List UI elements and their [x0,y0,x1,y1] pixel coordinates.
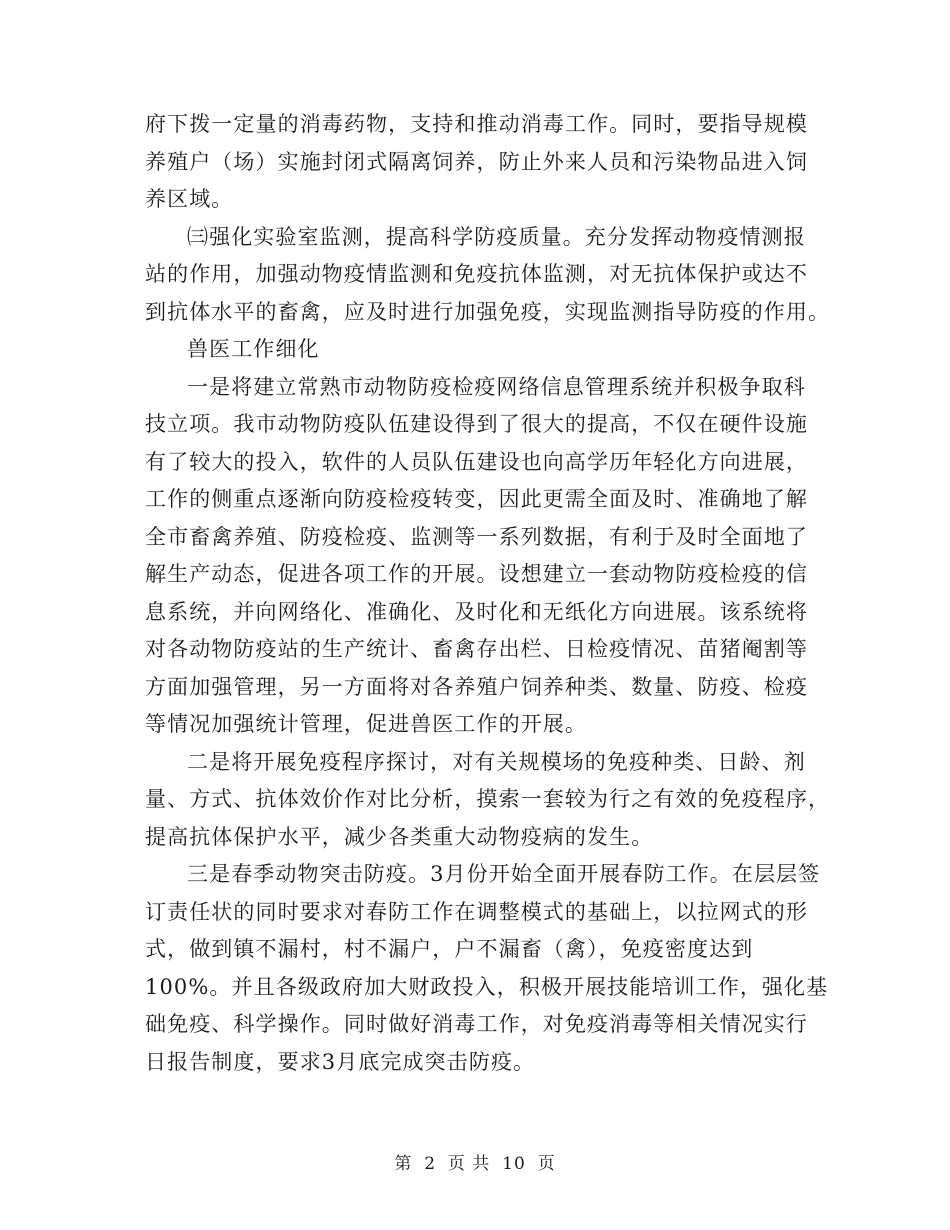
text-line: 二是将开展免疫程序探讨，对有关规模场的免疫种类、日龄、剂 [187,749,806,774]
body-text [145,106,831,1081]
text-line: 有了较大的投入，软件的人员队伍建设也向高学历年轻化方向进展， [145,449,808,474]
text-line: 技立项。我市动物防疫队伍建设得到了很大的提高，不仅在硬件设施 [145,412,808,436]
section-heading: 兽医工作细化 [187,337,320,361]
text-line: 站的作用，加强动物疫情监测和免疫抗体监测，对无抗体保护或达不 [145,262,808,286]
text-line: 量、方式、抗体效价作对比分析，摸索一套较为行之有效的免疫程序， [145,787,831,811]
text-line: 全市畜禽养殖、防疫检疫、监测等一系列数据，有利于及时全面地了 [145,524,808,549]
total-pages: 10 [502,1154,526,1174]
text-line: 府下拨一定量的消毒药物，支持和推动消毒工作。同时，要指导规模 [145,112,808,136]
page-footer [0,1152,950,1176]
text-line: 养区域。 [145,187,234,211]
text-line: 础免疫、科学操作。同时做好消毒工作，对免疫消毒等相关情况实行 [145,1012,808,1036]
text-line: 方面加强管理，另一方面将对各养殖户饲养种类、数量、防疫、检疫 [145,674,808,699]
text-line: 解生产动态，促进各项工作的开展。设想建立一套动物防疫检疫的信 [145,562,808,586]
text-line: 提高抗体保护水平，减少各类重大动物疫病的发生。 [145,824,654,849]
text-line: 养殖户（场）实施封闭式隔离饲养，防止外来人员和污染物品进入饲 [145,149,808,174]
text-line: 等情况加强统计管理，促进兽医工作的开展。 [145,712,587,736]
text-line: ㈢强化实验室监测，提高科学防疫质量。充分发挥动物疫情测报 [187,224,806,249]
text-line: 到抗体水平的畜禽，应及时进行加强免疫，实现监测指导防疫的作用。 [145,299,831,324]
footer-prefix: 第 [394,1154,413,1174]
text-line: 对各动物防疫站的生产统计、畜禽存出栏、日检疫情况、苗猪阉割等 [145,637,808,661]
text-line: 式，做到镇不漏村，村不漏户，户不漏畜（禽），免疫密度达到 [145,937,754,961]
text-line: 息系统，并向网络化、准确化、及时化和无纸化方向进展。该系统将 [145,599,808,624]
text-line: 100%。并且各级政府加大财政投入，积极开展技能培训工作，强化基 [145,974,829,999]
text-line: 工作的侧重点逐渐向防疫检疫转变，因此更需全面及时、准确地了解 [145,487,808,511]
text-line: 一是将建立常熟市动物防疫检疫网络信息管理系统并积极争取科 [187,374,806,399]
footer-middle: 页 共 [447,1154,491,1174]
text-line: 三是春季动物突击防疫。3月份开始全面开展春防工作。在层层签 [187,862,821,886]
text-line: 日报告制度，要求3月底完成突击防疫。 [145,1049,536,1074]
page-number: 2 [424,1154,437,1174]
text-line: 订责任状的同时要求对春防工作在调整模式的基础上，以拉网式的形 [145,899,808,924]
footer-suffix: 页 [537,1154,556,1174]
